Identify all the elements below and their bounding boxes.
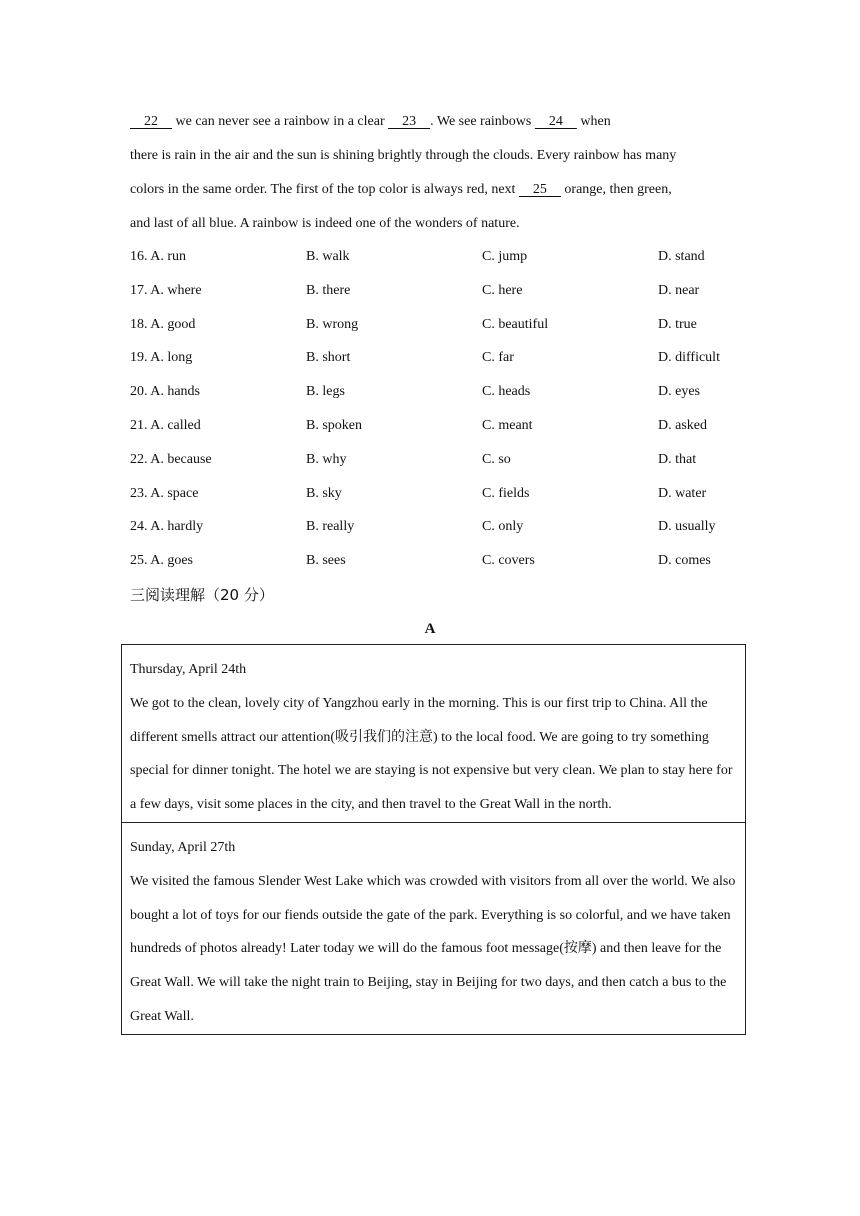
entry-date: Sunday, April 27th (130, 839, 236, 855)
option-a: 24. A. hardly (130, 519, 204, 535)
option-d: D. comes (658, 553, 711, 569)
option-b: B. sky (306, 485, 342, 501)
diary-entry (122, 645, 745, 822)
option-a: 20. A. hands (130, 384, 200, 400)
question-row (130, 308, 740, 342)
option-c: C. heads (482, 384, 531, 400)
diary-entry (122, 822, 745, 1034)
option-d: D. near (658, 282, 700, 298)
option-b: B. spoken (306, 417, 362, 433)
question-row (130, 510, 740, 544)
option-d: D. water (658, 485, 707, 501)
option-b: B. wrong (306, 316, 359, 332)
entry-date: Thursday, April 24th (130, 662, 247, 677)
option-c: C. fields (482, 485, 530, 501)
blank-22: 22 (130, 114, 172, 129)
option-c: C. beautiful (482, 316, 549, 332)
option-d: D. usually (658, 519, 716, 535)
option-b: B. why (306, 451, 347, 467)
question-row (130, 341, 740, 375)
option-c: C. far (482, 350, 514, 366)
question-row (130, 375, 740, 409)
blank-23: 23 (388, 114, 431, 129)
option-c: C. so (482, 451, 511, 467)
question-row (130, 544, 740, 578)
option-a: 21. A. called (130, 417, 201, 433)
option-a: 23. A. space (130, 485, 199, 501)
option-c: C. covers (482, 553, 535, 569)
passage-label: A (424, 621, 436, 637)
option-d: D. difficult (658, 350, 720, 366)
option-c: C. here (482, 282, 523, 298)
question-row (130, 477, 740, 511)
cloze-line-2: there is rain in the air and the sun is shining brightly through the clouds. Every rainbow has many (130, 148, 677, 163)
option-d: D. asked (658, 417, 707, 433)
option-a: 25. A. goes (130, 553, 193, 569)
option-c: C. meant (482, 417, 533, 433)
cloze-text: colors in the same order. The first of the top color is always red, next (130, 182, 519, 197)
answer-options (130, 240, 740, 578)
section-heading: 三阅读理解（20 分） (130, 586, 274, 604)
option-a: 18. A. good (130, 316, 196, 332)
option-a: 19. A. long (130, 350, 193, 366)
option-b: B. there (306, 282, 351, 298)
question-row (130, 274, 740, 308)
option-b: B. really (306, 519, 355, 535)
option-a: 17. A. where (130, 282, 202, 298)
cloze-passage (130, 105, 740, 241)
cloze-text: . We see rainbows (430, 114, 535, 129)
option-c: C. only (482, 519, 524, 535)
question-row (130, 443, 740, 477)
cloze-text: orange, then green, (560, 182, 672, 197)
cloze-text: when (576, 114, 611, 129)
option-b: B. walk (306, 249, 350, 264)
option-d: D. that (658, 451, 697, 467)
question-row (130, 409, 740, 443)
option-b: B. sees (306, 553, 346, 569)
cloze-text: we can never see a rainbow in a clear (172, 114, 389, 129)
option-c: C. jump (482, 249, 528, 264)
option-d: D. stand (658, 249, 705, 264)
option-a: 22. A. because (130, 451, 212, 467)
question-row (130, 240, 740, 274)
entry-text: We got to the clean, lovely city of Yangzhou early in the morning. This is our first trip to China. All the different smells attract our attention(吸引我们的注意) to the local food. We are going to try something special for dinner tonight. The hotel we are staying is not expensive but very clean. We plan to stay here for a few days, visit some places in the city, and then travel to the Great Wall in the north. (130, 695, 733, 813)
option-a: 16. A. run (130, 249, 186, 264)
blank-25: 25 (518, 182, 561, 197)
cloze-line-3 (130, 173, 740, 207)
entry-text: We visited the famous Slender West Lake which was crowded with visitors from all over the world. We also bought a lot of toys for our fiends outside the gate of the park. Everything is so colorful, and we have taken hundreds of photos already! Later today we will do the famous foot message(按摩) and then leave for the Great Wall. We will take the night train to Beijing, stay in Beijing for two days, and then catch a bus to the Great Wall. (130, 873, 736, 1024)
blank-24: 24 (534, 114, 577, 129)
option-b: B. short (306, 350, 351, 366)
option-d: D. true (658, 316, 697, 332)
option-d: D. eyes (658, 384, 700, 400)
cloze-line-4: and last of all blue. A rainbow is indeed one of the wonders of nature. (130, 216, 520, 231)
diary-table (121, 644, 746, 1035)
cloze-line-1 (130, 105, 740, 139)
option-b: B. legs (306, 384, 345, 400)
